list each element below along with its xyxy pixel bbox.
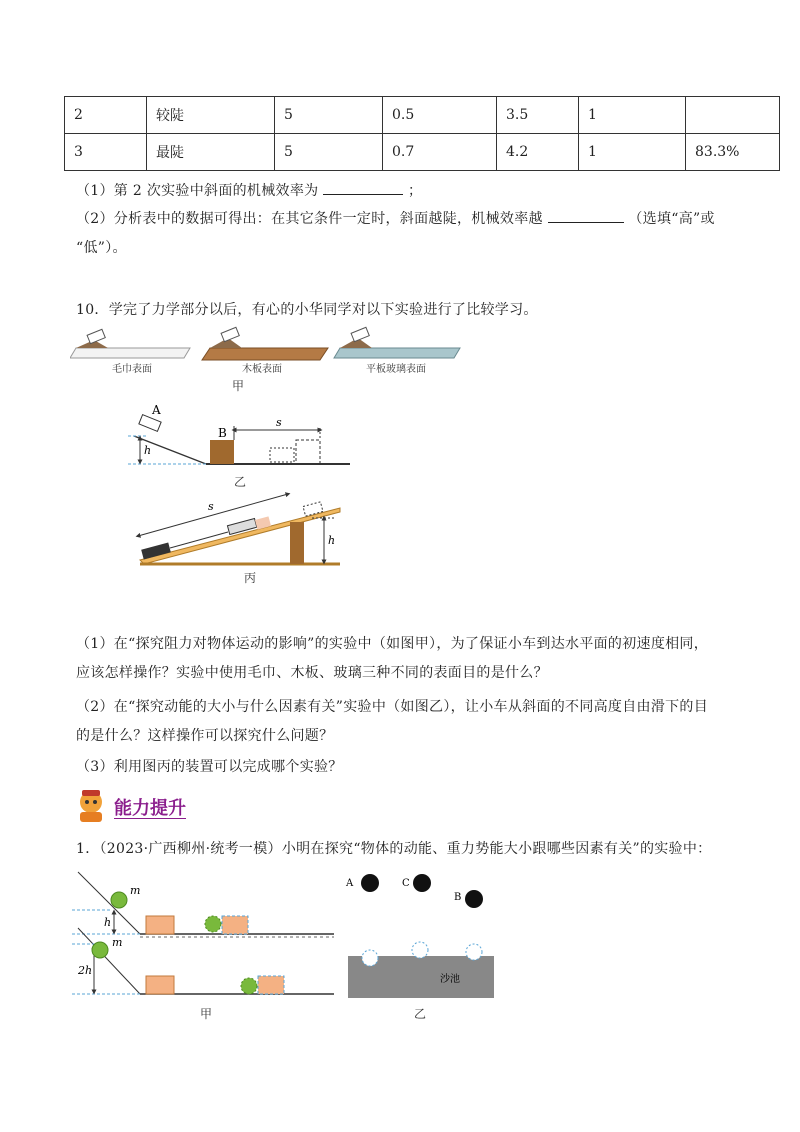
glass-surface (334, 327, 460, 358)
figure-ramp-balls (72, 866, 342, 1026)
q10-part2-cont: 的是什么？这样操作可以探究什么问题？ (76, 728, 334, 744)
q9-part2-cont: “低”）。 (76, 240, 127, 256)
svg-text:沙池: 沙池 (440, 974, 460, 985)
svg-text:A: A (152, 403, 161, 417)
table-cell-trial: 3 (65, 134, 147, 171)
svg-text:B: B (218, 426, 227, 440)
p1-stem: 1．（2023·广西柳州·统考一模）小明在探究“物体的动能、重力势能大小跟哪些因素有关”的实验中： (76, 841, 712, 857)
table-cell-height: 0.5 (383, 97, 497, 134)
table-cell-weight: 5 (275, 134, 383, 171)
svg-text:乙: 乙 (414, 1007, 427, 1021)
q10-stem: 10．学完了力学部分以后，有心的小华同学对以下实验进行了比较学习。 (76, 302, 538, 318)
answer-blank[interactable] (548, 210, 624, 223)
table-cell-weight: 5 (275, 97, 383, 134)
figure-sand-pit (340, 866, 510, 1026)
svg-text:s: s (276, 416, 282, 429)
support-block (290, 522, 304, 564)
table-cell-height: 0.7 (383, 134, 497, 171)
svg-text:m: m (112, 936, 123, 949)
q10-part1-cont: 应该怎样操作？实验中使用毛巾、木板、玻璃三种不同的表面目的是什么？ (76, 665, 548, 681)
svg-text:h: h (104, 916, 112, 929)
q9-part1: （1）第 2 次实验中斜面的机械效率为 ； (76, 183, 423, 199)
svg-text:h: h (328, 534, 336, 547)
pencil-mascot-icon (72, 786, 110, 824)
svg-text:h: h (144, 444, 152, 457)
svg-text:毛巾表面: 毛巾表面 (112, 364, 152, 375)
svg-text:s: s (208, 500, 214, 513)
experiment-table (64, 96, 780, 171)
svg-text:乙: 乙 (234, 475, 247, 489)
table-cell-pull: 4.2 (497, 134, 579, 171)
svg-text:B: B (454, 892, 462, 903)
svg-text:甲: 甲 (232, 379, 245, 393)
svg-text:丙: 丙 (244, 571, 257, 585)
table-cell-slope: 较陡 (147, 97, 275, 134)
section-title: 能力提升 (114, 798, 186, 819)
answer-blank[interactable] (323, 182, 403, 195)
table-cell-pull: 3.5 (497, 97, 579, 134)
table-row (65, 97, 780, 134)
ball (111, 892, 127, 908)
q10-part1: （1）在“探究阻力对物体运动的影响”的实验中（如图甲），为了保证小车到达水平面的初速度相同， (76, 636, 709, 652)
table-cell-length: 1 (579, 97, 686, 134)
towel-surface (70, 329, 190, 358)
table-cell-trial: 2 (65, 97, 147, 134)
wood-surface (202, 327, 328, 360)
cart-a (139, 415, 161, 432)
figure-bing (130, 488, 350, 588)
svg-text:甲: 甲 (200, 1007, 213, 1021)
svg-text:m: m (130, 884, 141, 897)
figure-yi (126, 400, 356, 492)
block-b (210, 440, 234, 464)
figure-jia (70, 326, 470, 396)
ball (92, 942, 108, 958)
svg-text:A: A (346, 878, 354, 889)
table-cell-slope: 最陡 (147, 134, 275, 171)
svg-text:C: C (402, 878, 410, 889)
table-row (65, 134, 780, 171)
table-cell-length: 1 (579, 134, 686, 171)
table-cell-efficiency (686, 97, 780, 134)
svg-text:木板表面: 木板表面 (242, 364, 282, 375)
table-cell-efficiency: 83.3% (686, 134, 780, 171)
q9-part2: （2）分析表中的数据可得出：在其它条件一定时，斜面越陡，机械效率越 （选填“高”或 (76, 211, 715, 227)
svg-text:平板玻璃表面: 平板玻璃表面 (366, 364, 426, 375)
q10-part3: （3）利用图丙的装置可以完成哪个实验？ (76, 759, 343, 775)
q10-part2: （2）在“探究动能的大小与什么因素有关”实验中（如图乙），让小车从斜面的不同高度自由滑下的目 (76, 699, 709, 715)
svg-text:2h: 2h (78, 964, 93, 977)
